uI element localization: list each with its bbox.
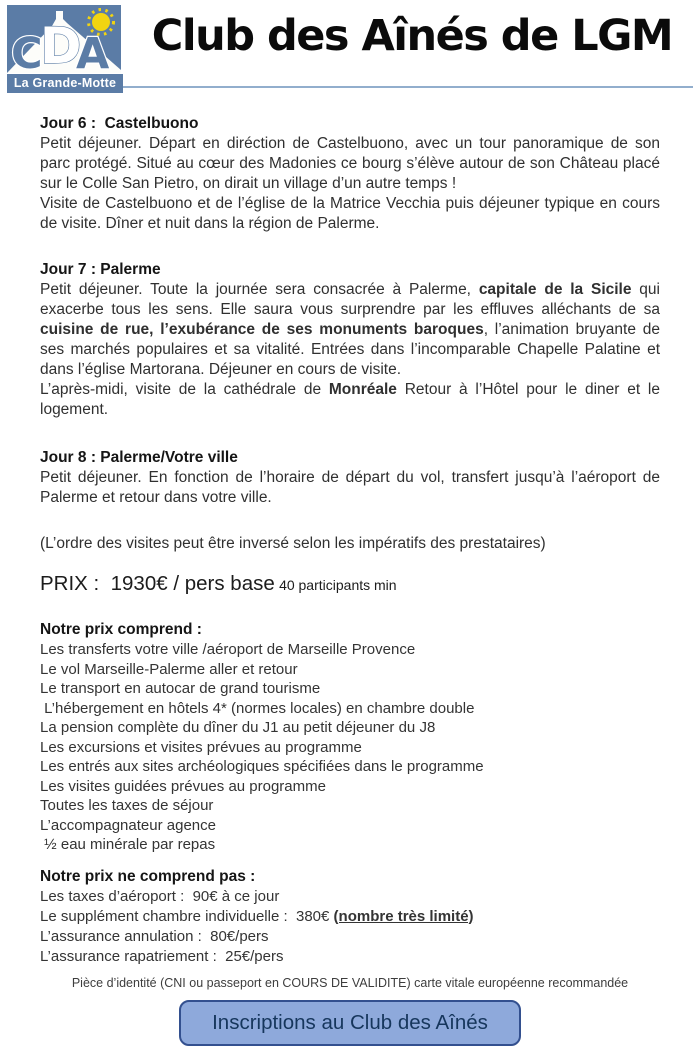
day-6-heading: Jour 6 : Castelbuono xyxy=(40,115,199,132)
include-item: Le vol Marseille-Palerme aller et retour xyxy=(40,660,298,678)
include-item: Les visites guidées prévues au programme xyxy=(40,777,326,795)
logo-acronym: CDA xyxy=(11,17,108,73)
day-8-heading: Jour 8 : Palerme/Votre ville xyxy=(40,449,238,466)
identity-document-note: Pièce d’identité (CNI ou passeport en COURS DE VALIDITE) carte vitale européenne recommandée xyxy=(71,975,629,990)
inscription-button[interactable]: Inscriptions au Club des Aînés xyxy=(179,1000,521,1046)
price-participants-note: 40 participants min xyxy=(279,577,397,593)
exclude-item: L’assurance annulation : 80€/pers xyxy=(40,927,269,945)
header xyxy=(0,0,696,90)
include-item: La pension complète du dîner du J1 au petit déjeuner du J8 xyxy=(40,719,436,736)
price-includes-section xyxy=(40,620,660,855)
header-divider xyxy=(123,86,693,88)
day-6-paragraph-2: Visite de Castelbuono et de l’église de la Matrice Vecchia puis déjeuner typique en cours de visite. Dîner et nuit dans la région de Palerme. xyxy=(40,195,665,232)
exclude-item: L’assurance rapatriement : 25€/pers xyxy=(40,947,284,965)
club-logo xyxy=(7,5,123,93)
logo-city-label: La Grande-Motte xyxy=(7,74,123,93)
price-excludes-heading: Notre prix ne comprend pas : xyxy=(40,867,256,885)
include-item: Les entrés aux sites archéologiques spécifiées dans le programme xyxy=(40,758,484,775)
price-main: PRIX : 1930€ / pers base xyxy=(40,572,275,595)
include-item: Toutes les taxes de séjour xyxy=(40,797,214,814)
day-7-paragraph-1: Petit déjeuner. Toute la journée sera consacrée à Palerme, capitale de la Sicile qui exacerbe tous les sens. Elle saura vous surprendre par les effluves alléchants de sa cuisine de rue, l’exubérance de ses monuments baroques, l’animation bruyante de ses marchés populaires et sa vitalité. Entrées dans l’incomparable Chapelle Palatine et dans l’église Martorana. Déjeuner en cours de visite. xyxy=(40,281,665,378)
club-logo-art xyxy=(7,5,121,73)
day-7-heading: Jour 7 : Palerme xyxy=(40,261,161,278)
itinerary-content xyxy=(0,90,696,1046)
visit-order-note: (L’ordre des visites peut être inversé selon les impératifs des prestataires) xyxy=(40,535,546,552)
day-7-paragraph-2: L’après-midi, visite de la cathédrale de Monréale Retour à l’Hôtel pour le diner et le logement. xyxy=(40,381,665,418)
price-line xyxy=(40,570,660,600)
include-item: Les excursions et visites prévues au programme xyxy=(40,738,362,756)
price-excludes-section xyxy=(40,867,660,967)
include-item: L’accompagnateur agence xyxy=(40,816,216,834)
include-item: L’hébergement en hôtels 4* (normes locales) en chambre double xyxy=(40,699,475,717)
include-item: ½ eau minérale par repas xyxy=(40,836,216,853)
day-7-section xyxy=(40,260,665,420)
day-6-paragraph-1: Petit déjeuner. Départ en diréction de Castelbuono, avec un tour panoramique de son parc protégé. Situé au cœur des Madonies ce bourg s’élève autour de son Château placé sur le Colle San Pietro, on dirait un village d’un autre temps ! xyxy=(40,135,665,192)
day-6-section xyxy=(40,114,665,234)
include-item: Les transferts votre ville /aéroport de Marseille Provence xyxy=(40,641,416,658)
exclude-item: Les taxes d’aéroport : 90€ à ce jour xyxy=(40,887,280,905)
day-8-paragraph-1: Petit déjeuner. En fonction de l’horaire de départ du vol, transfert jusqu’à l’aéroport de Palerme et retour dans votre ville. xyxy=(40,469,665,506)
price-includes-heading: Notre prix comprend : xyxy=(40,621,202,638)
exclude-item: Le supplément chambre individuelle : 380€ (nombre très limité) xyxy=(40,907,474,925)
day-8-section xyxy=(40,448,665,508)
include-item: Le transport en autocar de grand tourisme xyxy=(40,680,321,697)
page-title: Club des Aînés de LGM xyxy=(151,11,673,61)
